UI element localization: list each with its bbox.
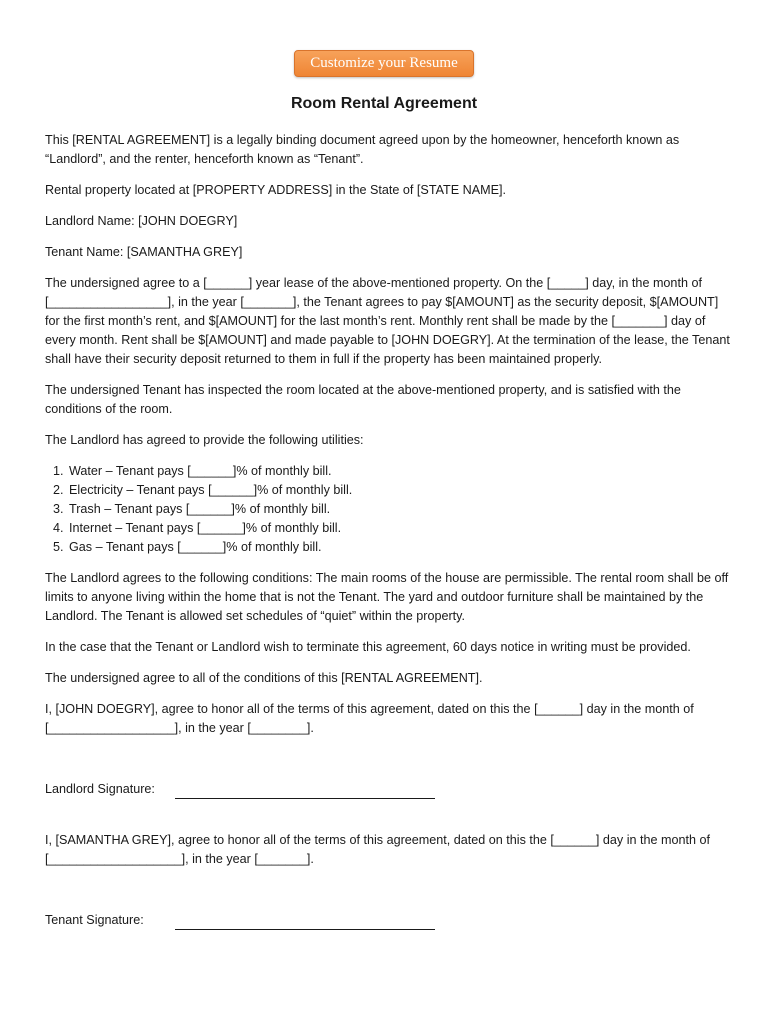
document-body [45,131,730,930]
tenant-signature-label: Tenant Signature: [45,913,144,927]
landlord-name-line: Landlord Name: [JOHN DOEGRY] [45,214,238,228]
landlord-signature-label: Landlord Signature: [45,782,155,796]
conditions-paragraph: The Landlord agrees to the following conditions: The main rooms of the house are permissible. The rental room shall be off limits to anyone living within the home that is not the Tenant. The yard and outdoor furniture shall be maintained by the Landlord. The Tenant is allowed set schedules of “quiet” within the property. [45,571,729,623]
customize-resume-button[interactable]: Customize your Resume [294,50,473,77]
tenant-honor-paragraph: I, [SAMANTHA GREY], agree to honor all of the terms of this agreement, dated on this the [______] day in the month of [___________________], in the year [_______]. [45,833,711,866]
list-item: 3. Trash – Tenant pays [______]% of monthly bill. [67,500,730,519]
landlord-signature-row [45,780,730,799]
document-title: Room Rental Agreement [290,95,478,112]
list-item: 4. Internet – Tenant pays [______]% of monthly bill. [67,519,730,538]
intro-paragraph: This [RENTAL AGREEMENT] is a legally binding document agreed upon by the homeowner, henceforth known as “Landlord”, and the renter, henceforth known as “Tenant”. [45,133,680,166]
landlord-honor-paragraph: I, [JOHN DOEGRY], agree to honor all of the terms of this agreement, dated on this the [______] day in the month of [__________________], in the year [________]. [45,702,694,735]
termination-paragraph: In the case that the Tenant or Landlord wish to terminate this agreement, 60 days notice in writing must be provided. [45,640,691,654]
agreement-paragraph: The undersigned agree to all of the conditions of this [RENTAL AGREEMENT]. [45,671,483,685]
tenant-signature-row [45,911,730,930]
list-item: 5. Gas – Tenant pays [______]% of monthly bill. [67,538,730,557]
utilities-intro: The Landlord has agreed to provide the following utilities: [45,433,364,447]
tenant-signature-line [175,915,435,930]
list-item: 2. Electricity – Tenant pays [______]% of monthly bill. [67,481,730,500]
property-paragraph: Rental property located at [PROPERTY ADDRESS] in the State of [STATE NAME]. [45,183,507,197]
lease-terms-paragraph: The undersigned agree to a [______] year lease of the above-mentioned property. On the [_____] day, in the month of [_________________], in the year [_______], the Tenant agrees to pay $[AMOUNT] as the security deposit, $[AMOUNT] for the first month’s rent, and $[AMOUNT] for the last month’s rent. Monthly rent shall be made by the [_______] day of every month. Rent shall be $[AMOUNT] and made payable to [JOHN DOEGRY]. At the termination of the lease, the Tenant shall have their security deposit returned to them in full if the property has been maintained properly. [45,276,730,366]
cta-container [0,50,768,77]
inspection-paragraph: The undersigned Tenant has inspected the room located at the above-mentioned property, and is satisfied with the conditions of the room. [45,383,681,416]
utilities-list [45,462,730,557]
list-item: 1. Water – Tenant pays [______]% of monthly bill. [67,462,730,481]
tenant-name-line: Tenant Name: [SAMANTHA GREY] [45,245,243,259]
landlord-signature-line [175,784,435,799]
